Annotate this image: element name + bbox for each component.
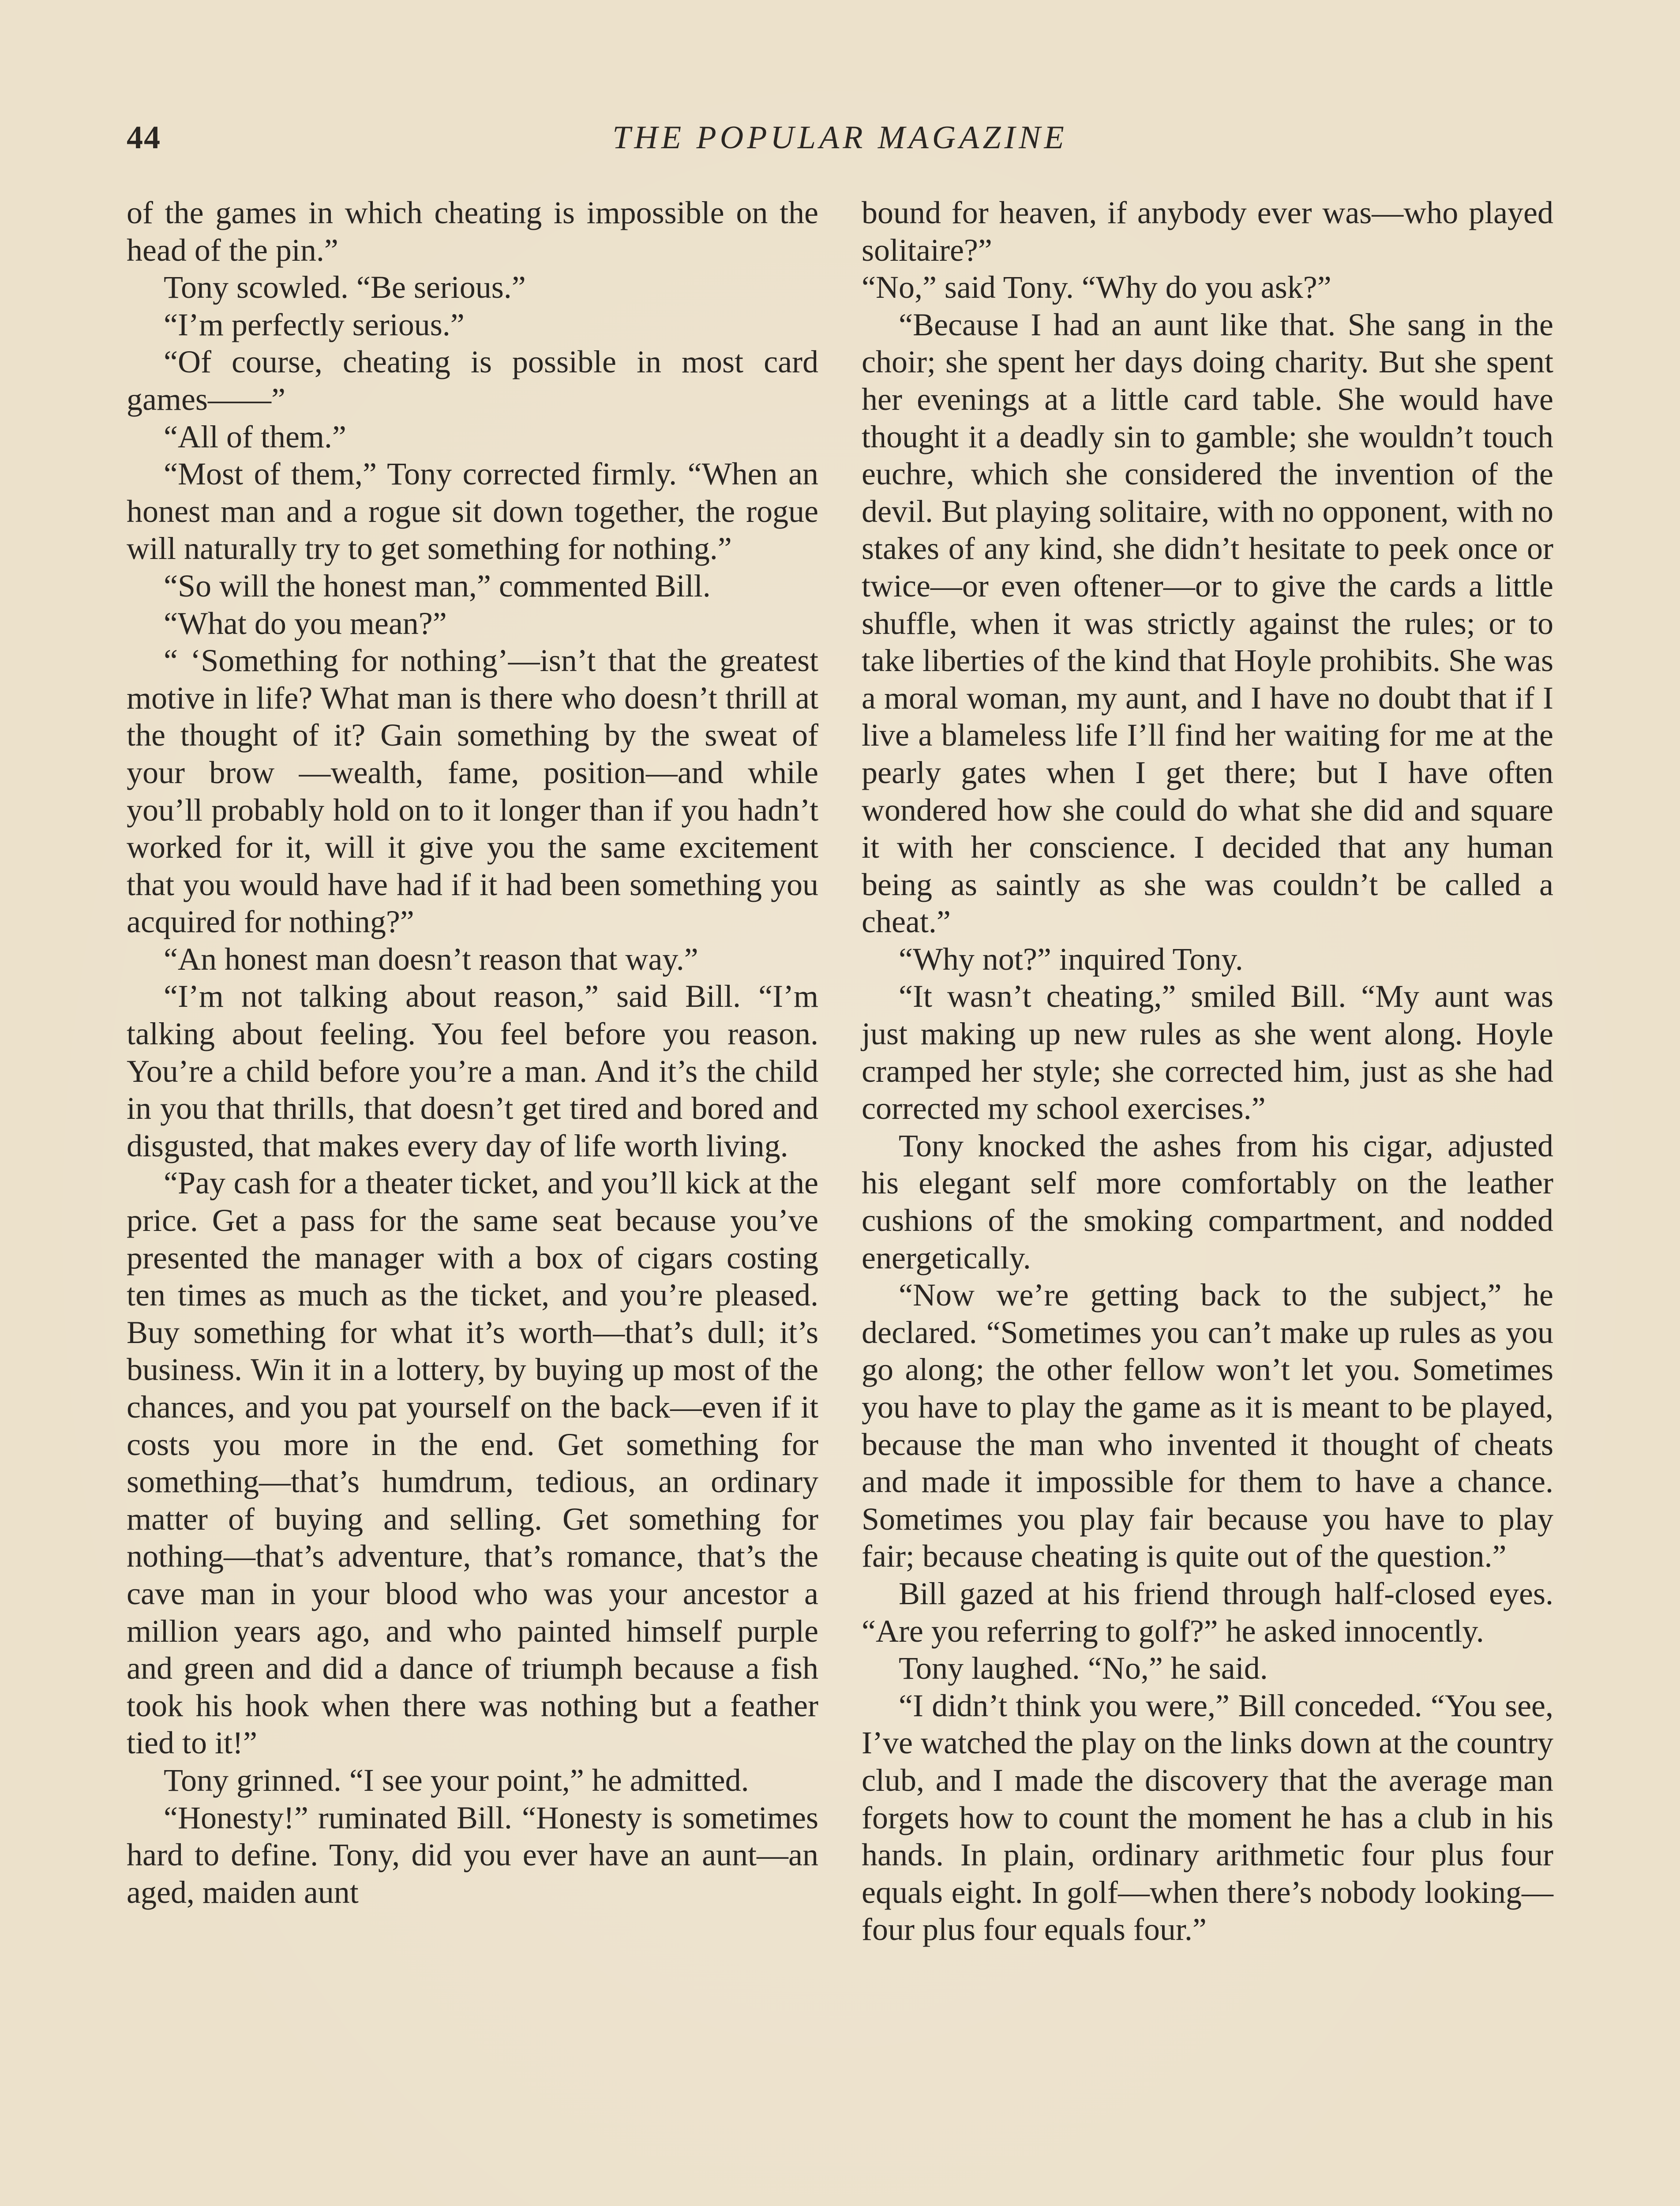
- left-column: [127, 194, 818, 1911]
- paragraph: “ ‘Something for nothing’—isn’t that the greatest motive in life? What man is there who doesn’t thrill at the thought of it? Gain something by the sweat of your brow —wealth, fame, position—and while you’ll probably hold on to it longer than if you hadn’t worked for it, will it give you the same excitement that you would have had if it had been something you acquired for nothing?”: [127, 643, 818, 940]
- paragraph: “Most of them,” Tony corrected firmly. “When an honest man and a rogue sit down together, the rogue will naturally try to get something for nothing.”: [127, 456, 818, 567]
- paragraph: Tony laughed. “No,” he said.: [899, 1651, 1268, 1686]
- paragraph: “No,” said Tony. “Why do you ask?”: [862, 270, 1331, 305]
- paragraph: of the games in which cheating is impossible on the head of the pin.”: [127, 195, 818, 268]
- paragraph: “So will the honest man,” commented Bill.: [164, 568, 711, 604]
- paragraph: “Pay cash for a theater ticket, and you’ll kick at the price. Get a pass for the same seat because you’ve presented the manager with a box of cigars costing ten times as much as the ticket, and you’re pleased. Buy something for what it’s worth—that’s dull; it’s business. Win it in a lottery, by buying up most of the chances, and you pat yourself on the back—even if it costs you more in the end. Get something for something—that’s humdrum, tedious, an ordinary matter of buying and selling. Get something for nothing—that’s adventure, that’s romance, that’s the cave man in your blood who was your ancestor a million years ago, and who painted himself purple and green and did a dance of triumph because a fish took his hook when there was nothing but a feather tied to it!”: [127, 1165, 818, 1761]
- paragraph: “I’m not talking about reason,” said Bill. “I’m talking about feeling. You feel before you reason. You’re a child before you’re a man. And it’s the child in you that thrills, that doesn’t get tired and bored and disgusted, that makes every day of life worth living.: [127, 979, 818, 1163]
- paragraph: Tony knocked the ashes from his cigar, adjusted his elegant self more comfortably on the leather cushions of the smoking compartment, and nodded energetically.: [862, 1128, 1553, 1276]
- page-number: 44: [127, 120, 161, 156]
- paragraph: “I’m perfectly serious.”: [164, 307, 465, 342]
- paragraph: Tony grinned. “I see your point,” he admitted.: [164, 1762, 749, 1798]
- running-title: THE POPULAR MAGAZINE: [612, 120, 1068, 156]
- paragraph: “Why not?” inquired Tony.: [899, 941, 1243, 977]
- right-column: [862, 194, 1553, 1948]
- paragraph: “Because I had an aunt like that. She sang in the choir; she spent her days doing charity. But she spent her evenings at a little card table. She would have thought it a deadly sin to gamble; she wouldn’t touch euchre, which she considered the invention of the devil. But playing solitaire, with no opponent, with no stakes of any kind, she didn’t hesitate to peek once or twice—or even oftener—or to give the cards a little shuffle, when it was strictly against the rules; or to take liberties of the kind that Hoyle prohibits. She was a moral woman, my aunt, and I have no doubt that if I live a blameless life I’ll find her waiting for me at the pearly gates when I get there; but I have often wondered how she could do what she did and square it with her conscience. I decided that any human being as saintly as she was couldn’t be called a cheat.”: [862, 307, 1553, 940]
- paragraph: “It wasn’t cheating,” smiled Bill. “My aunt was just making up new rules as she went along. Hoyle cramped her style; she corrected him, just as she had corrected my school exercises.”: [862, 979, 1553, 1126]
- paragraph: “Of course, cheating is possible in most card games——”: [127, 344, 818, 417]
- paragraph: “I didn’t think you were,” Bill conceded. “You see, I’ve watched the play on the links down at the country club, and I made the discovery that the average man forgets how to count the moment he has a club in his hands. In plain, ordinary arithmetic four plus four equals eight. In golf—when there’s nobody looking—four plus four equals four.”: [862, 1688, 1553, 1947]
- paragraph: Tony scowled. “Be serious.”: [164, 270, 526, 305]
- paragraph: “What do you mean?”: [164, 605, 447, 641]
- paragraph: bound for heaven, if anybody ever was—who played solitaire?”: [862, 195, 1553, 268]
- paragraph: “An honest man doesn’t reason that way.”: [164, 941, 698, 977]
- page-header: [127, 119, 1553, 168]
- paragraph: “Honesty!” ruminated Bill. “Honesty is sometimes hard to define. Tony, did you ever have an aunt—an aged, maiden aunt: [127, 1800, 818, 1910]
- paragraph: Bill gazed at his friend through half-closed eyes. “Are you referring to golf?” he asked innocently.: [862, 1576, 1553, 1649]
- paragraph: “All of them.”: [164, 419, 346, 454]
- paragraph: “Now we’re getting back to the subject,” he declared. “Sometimes you can’t make up rules as you go along; the other fellow won’t let you. Sometimes you have to play the game as it is meant to be played, because the man who invented it thought of cheats and made it impossible for them to have a chance. Sometimes you play fair because you have to play fair; because cheating is quite out of the question.”: [862, 1277, 1553, 1574]
